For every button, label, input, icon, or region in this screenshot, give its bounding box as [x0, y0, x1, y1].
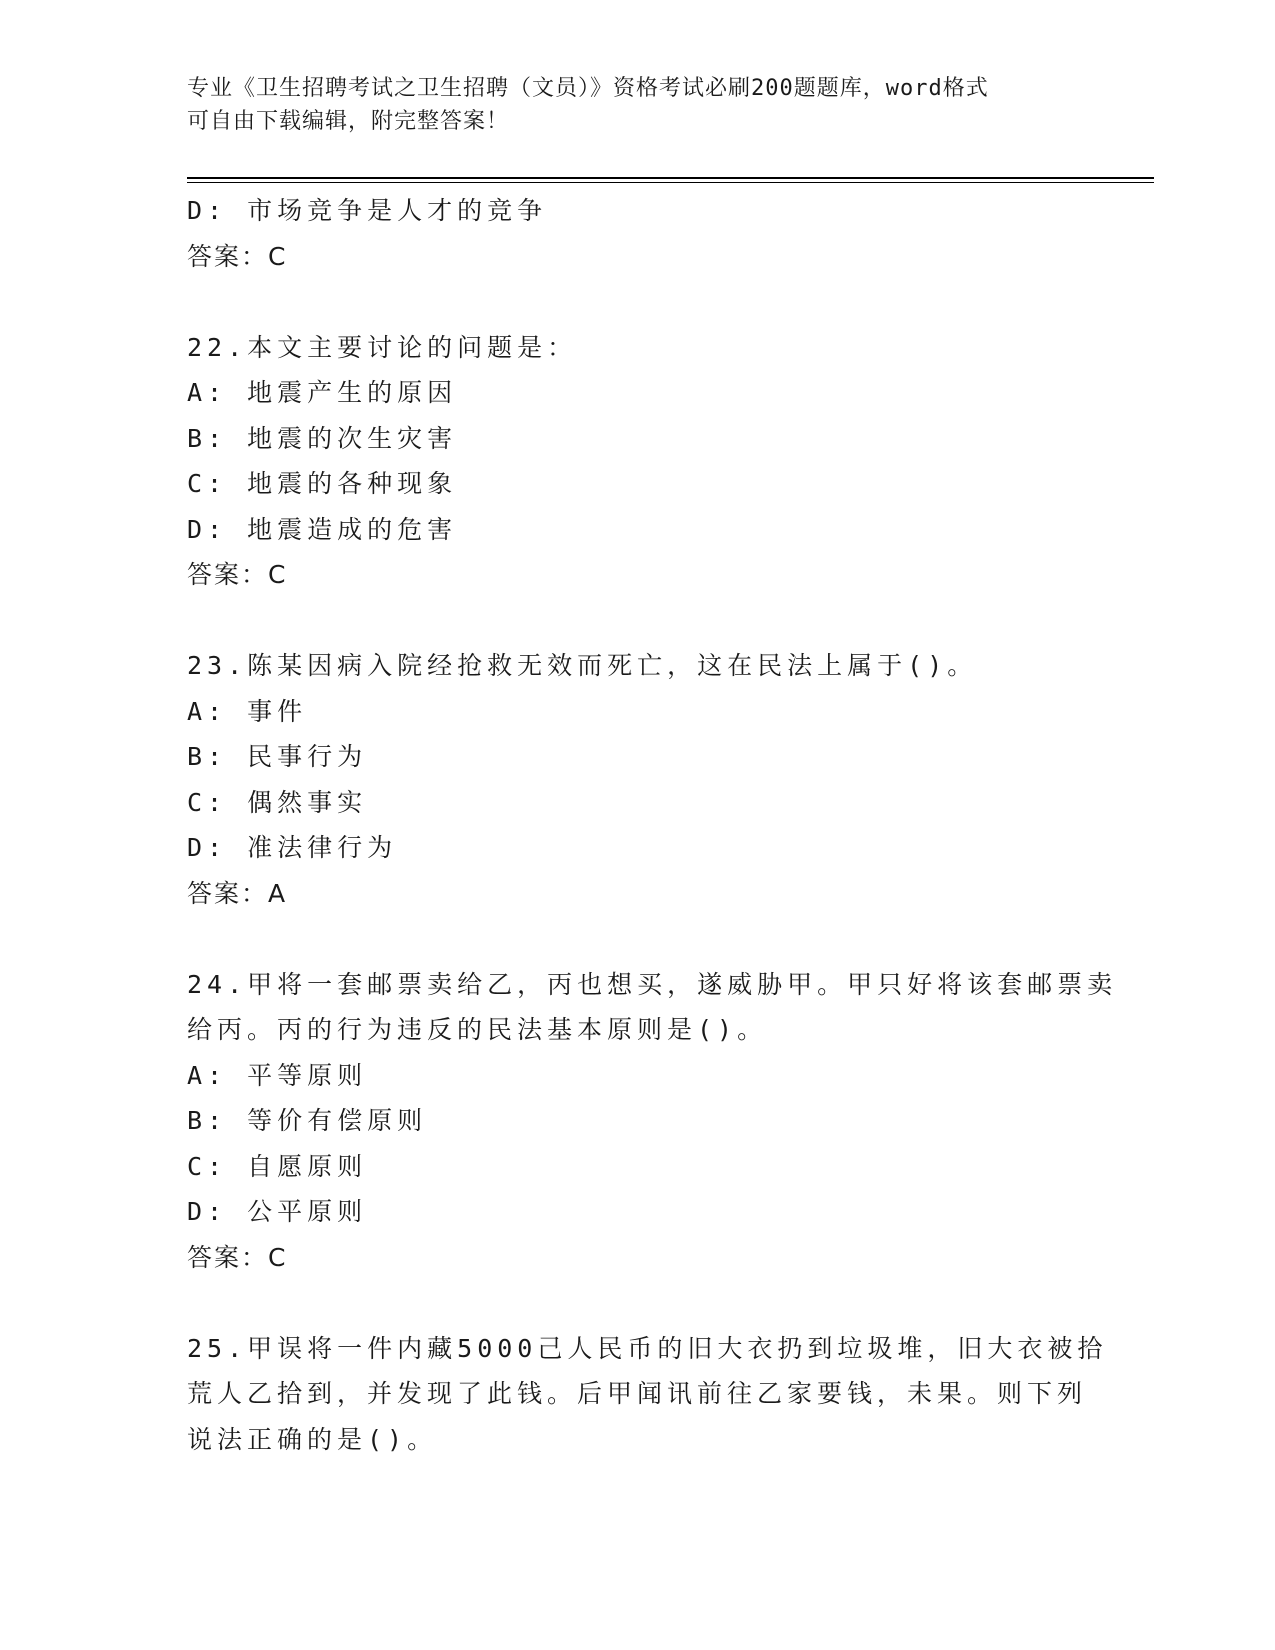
option-d: D: 准法律行为	[187, 833, 398, 862]
option-a: A: 地震产生的原因	[187, 378, 458, 407]
option-d: D: 市场竞争是人才的竞争	[187, 196, 548, 225]
spacer	[187, 598, 1087, 644]
answer: 答案：C	[187, 241, 288, 271]
document-header	[187, 72, 1067, 138]
option-b: B: 地震的次生灾害	[187, 423, 458, 453]
question-stem-line-1: 24.甲将一套邮票卖给乙，丙也想买，遂威胁甲。甲只好将该套邮票卖	[187, 969, 1118, 999]
option-c: C: 偶然事实	[187, 787, 368, 817]
option-c: C: 自愿原则	[187, 1151, 368, 1181]
question-stem: 22.本文主要讨论的问题是：	[187, 332, 578, 362]
option-d: D: 地震造成的危害	[187, 514, 458, 544]
question-stem: 23.陈某因病入院经抢救无效而死亡，这在民法上属于()。	[187, 651, 978, 680]
question-23	[187, 643, 1087, 916]
option-d: D: 公平原则	[187, 1197, 368, 1226]
question-22	[187, 325, 1087, 598]
question-content	[187, 188, 1118, 1462]
question-24	[187, 962, 1118, 1281]
answer: 答案：C	[187, 560, 288, 589]
option-a: A: 事件	[187, 696, 308, 726]
question-stem-line-1: 25.甲误将一件内藏5000己人民币的旧大衣扔到垃圾堆，旧大衣被拾	[187, 1333, 1108, 1363]
header-line-1: 专业《卫生招聘考试之卫生招聘（文员）》资格考试必刷200题题库，word格式	[187, 76, 989, 101]
spacer	[187, 1280, 1087, 1326]
header-rule-thick	[187, 177, 1154, 179]
spacer	[187, 916, 1087, 962]
answer: 答案：A	[187, 878, 288, 908]
option-b: B: 等价有偿原则	[187, 1106, 428, 1135]
question-stem-line-3: 说法正确的是()。	[187, 1424, 438, 1454]
header-line-2: 可自由下载编辑，附完整答案！	[187, 109, 510, 134]
question-stem-line-2: 荒人乙拾到，并发现了此钱。后甲闻讯前往乙家要钱，未果。则下列	[187, 1379, 1088, 1408]
option-a: A: 平等原则	[187, 1060, 368, 1090]
question-stem-line-2: 给丙。丙的行为违反的民法基本原则是()。	[187, 1015, 768, 1044]
option-b: B: 民事行为	[187, 742, 368, 771]
option-c: C: 地震的各种现象	[187, 469, 458, 498]
header-rule-thin	[187, 182, 1154, 183]
question-25	[187, 1326, 1108, 1463]
spacer	[187, 279, 1087, 325]
answer: 答案：C	[187, 1242, 288, 1272]
